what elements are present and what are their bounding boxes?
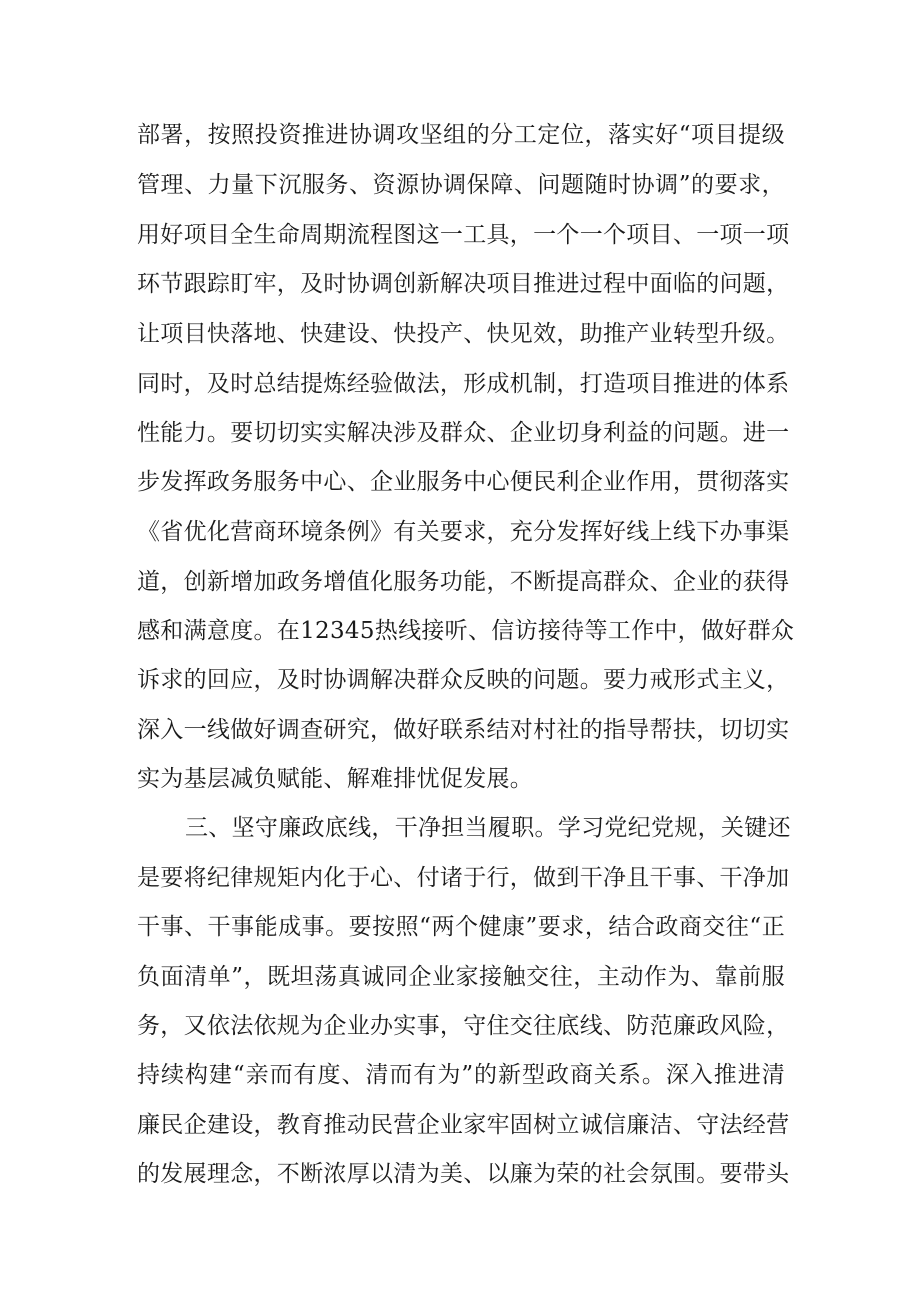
- paragraph-1-line-2: 管理、力量下沉服务、资源协调保障、问题随时协调”的要求，: [137, 172, 785, 198]
- paragraph-2-line-2: 是要将纪律规矩内化于心、付诸于行，做到干净且干事、干净加: [137, 865, 790, 891]
- paragraph-2-line-6: 持续构建“亲而有度、清而有为”的新型政商关系。深入推进清: [137, 1062, 785, 1088]
- paragraph-1-line-7: 性能力。要切切实实解决涉及群众、企业切身利益的问题。进一: [137, 420, 790, 446]
- paragraph-2-line-4: 负面清单”，既坦荡真诚同企业家接触交往，主动作为、靠前服: [137, 964, 785, 990]
- paragraph-1-line-12: 诉求的回应，及时协调解决群众反映的问题。要力戒形式主义，: [137, 667, 790, 693]
- paragraph-1-line-13: 深入一线做好调查研究，做好联系结对村社的指导帮扶，切切实: [137, 717, 790, 743]
- paragraph-2-line-8: 的发展理念，不断浓厚以清为美、以廉为荣的社会氛围。要带头: [137, 1161, 790, 1187]
- paragraph-1-line-1: 部署，按照投资推进协调攻坚组的分工定位，落实好“项目提级: [137, 122, 785, 148]
- paragraph-1-line-10: 道，创新增加政务增值化服务功能，不断提高群众、企业的获得: [137, 569, 790, 595]
- paragraph-1-line-5: 让项目快落地、快建设、快投产、快见效，助推产业转型升级。: [137, 321, 790, 347]
- paragraph-2-line-7: 廉民企建设，教育推动民营企业家牢固树立诚信廉洁、守法经营: [137, 1112, 790, 1138]
- paragraph-1-line-9: 《省优化营商环境条例》有关要求，充分发挥好线上线下办事渠: [137, 519, 790, 545]
- paragraph-1-line-3: 用好项目全生命周期流程图这一工具，一个一个项目、一项一项: [137, 222, 790, 248]
- paragraph-2-line-3: 干事、干事能成事。要按照“两个健康”要求，结合政商交往“正: [137, 914, 785, 940]
- paragraph-1-line-8: 步发挥政务服务中心、企业服务中心便民利企业作用，贯彻落实: [137, 469, 790, 495]
- paragraph-1-line-6: 同时，及时总结提炼经验做法，形成机制，打造项目推进的体系: [137, 371, 790, 397]
- paragraph-1-line-11: 感和满意度。在12345热线接听、信访接待等工作中，做好群众: [137, 618, 795, 644]
- paragraph-1-line-14: 实为基层减负赋能、解难排忧促发展。: [137, 766, 534, 792]
- paragraph-1-line-4: 环节跟踪盯牢，及时协调创新解决项目推进过程中面临的问题，: [137, 271, 790, 297]
- paragraph-2-line-1: 三、坚守廉政底线，干净担当履职。学习党纪党规，关键还: [185, 815, 791, 841]
- paragraph-2-line-5: 务，又依法依规为企业办实事，守住交往底线、防范廉政风险，: [137, 1013, 790, 1039]
